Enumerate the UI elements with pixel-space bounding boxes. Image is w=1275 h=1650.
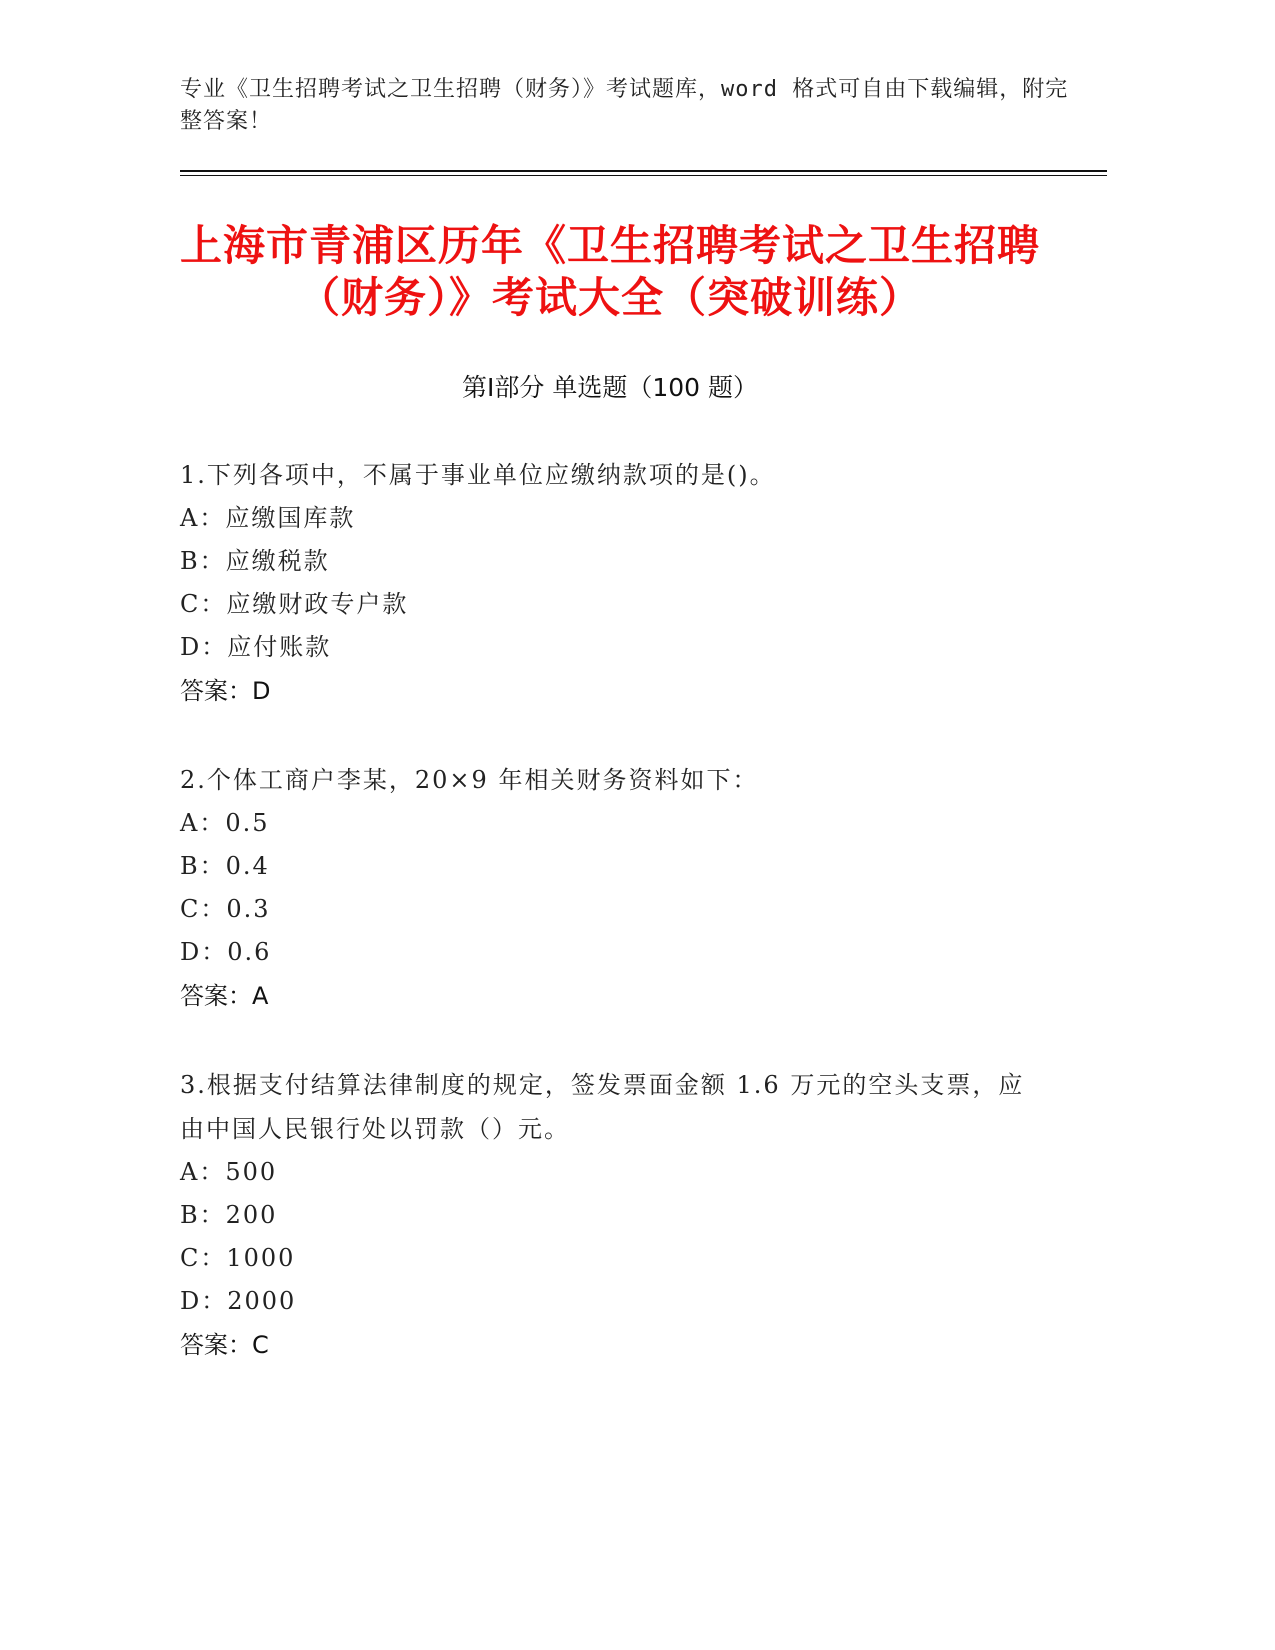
header-divider-thick <box>180 170 1107 172</box>
option-c: C：1000 <box>180 1244 296 1272</box>
option-a: A：0.5 <box>180 809 270 837</box>
option-a: A：应缴国库款 <box>180 504 356 532</box>
option-d: D：2000 <box>180 1287 297 1315</box>
question-2 <box>180 758 1040 1018</box>
answer-line: 答案：A <box>180 982 269 1010</box>
header-divider-thin <box>180 175 1107 176</box>
question-stem: 2.个体工商户李某，20×9 年相关财务资料如下： <box>180 766 759 794</box>
option-c: C：0.3 <box>180 895 271 923</box>
option-b: B：应缴税款 <box>180 547 330 575</box>
option-d: D：0.6 <box>180 938 272 966</box>
option-b: B：0.4 <box>180 852 270 880</box>
answer-line: 答案：C <box>180 1331 269 1359</box>
section-title: 第Ⅰ部分 单选题（100 题） <box>462 373 758 402</box>
option-a: A：500 <box>180 1158 278 1186</box>
option-b: B：200 <box>180 1201 278 1229</box>
question-1 <box>180 453 1040 713</box>
option-c: C：应缴财政专户款 <box>180 590 409 618</box>
document-header-note: 专业《卫生招聘考试之卫生招聘（财务）》考试题库，word 格式可自由下载编辑，附完整答案！ <box>180 77 1069 134</box>
question-stem: 3.根据支付结算法律制度的规定，签发票面金额 1.6 万元的空头支票，应由中国人民银行处以罚款（）元。 <box>180 1071 1025 1143</box>
answer-line: 答案：D <box>180 677 271 705</box>
question-3 <box>180 1063 1040 1367</box>
option-d: D：应付账款 <box>180 633 332 661</box>
question-stem: 1.下列各项中，不属于事业单位应缴纳款项的是()。 <box>180 461 776 489</box>
document-title: 上海市青浦区历年《卫生招聘考试之卫生招聘（财务）》考试大全（突破训练） <box>179 221 1040 322</box>
